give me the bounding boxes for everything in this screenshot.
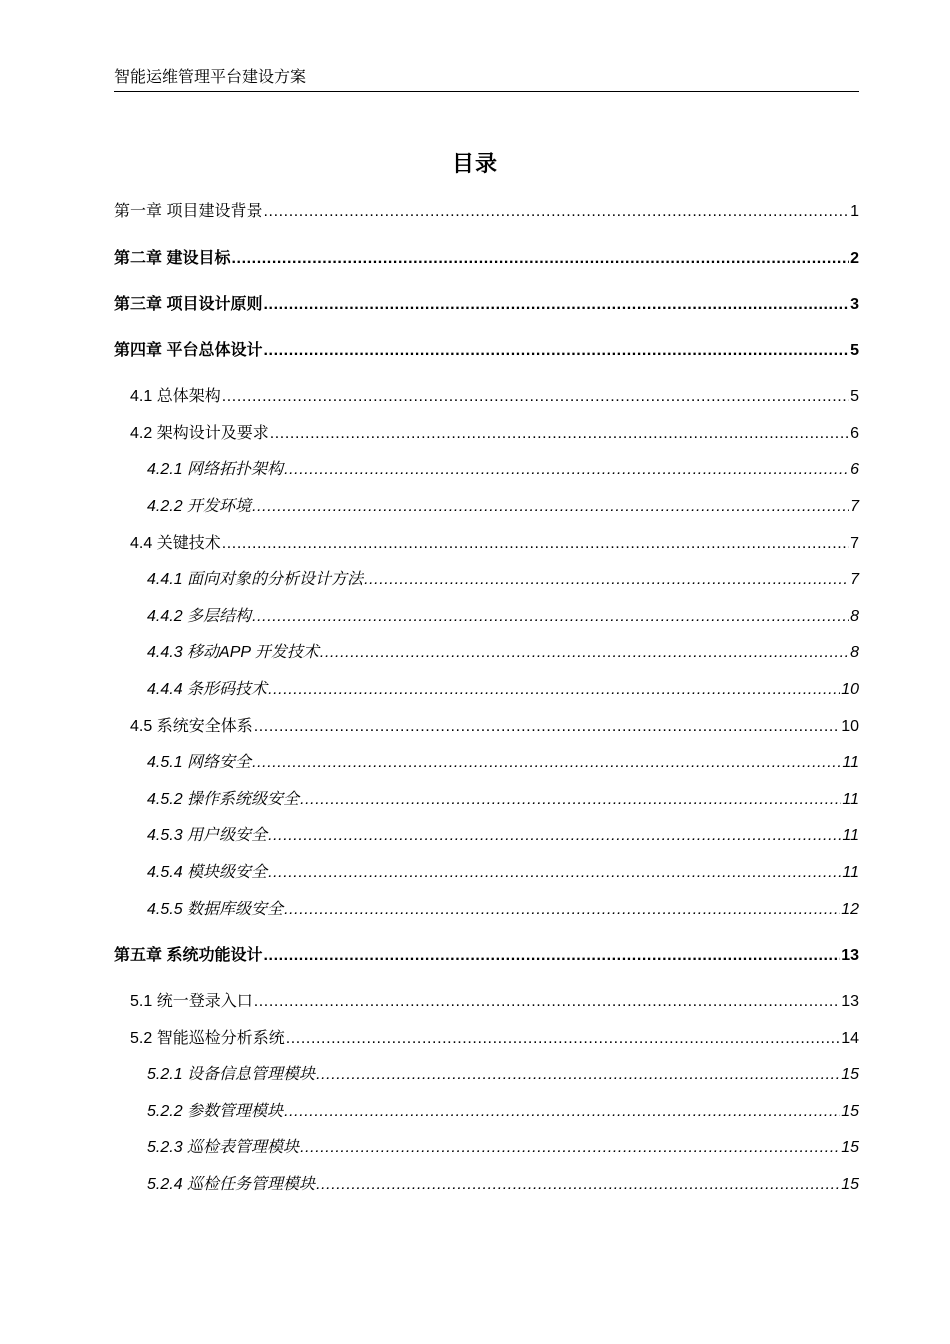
- dot-leader: [284, 1101, 840, 1123]
- toc-entry-label: 5.2.3 巡检表管理模块: [147, 1139, 300, 1156]
- dot-leader: [252, 752, 841, 774]
- toc-page-number: 15: [841, 1139, 859, 1156]
- dot-leader: [316, 1174, 840, 1196]
- toc-entry-label: 4.5.2 操作系统级安全: [147, 791, 300, 808]
- toc-entry[interactable]: [114, 496, 859, 518]
- dot-leader: [231, 248, 849, 270]
- toc-page-number: 12: [841, 901, 859, 918]
- toc-page-number: 15: [841, 1176, 859, 1193]
- toc-entry[interactable]: [114, 340, 859, 362]
- toc-entry[interactable]: [114, 1028, 859, 1050]
- dot-leader: [300, 1137, 840, 1159]
- dot-leader: [284, 899, 840, 921]
- toc-page-number: 2: [850, 250, 859, 267]
- dot-leader: [284, 459, 849, 481]
- dot-leader: [254, 991, 840, 1013]
- toc-entry-label: 4.4.4 条形码技术: [147, 681, 268, 698]
- toc-page-number: 8: [850, 644, 859, 661]
- toc-entry-label: 第三章 项目设计原则: [114, 296, 263, 313]
- toc-entry[interactable]: [114, 1064, 859, 1086]
- toc-title: 目录: [451, 151, 498, 176]
- toc-entry-label: 4.5.1 网络安全: [147, 754, 252, 771]
- toc-entry-label: 第一章 项目建设背景: [114, 203, 263, 220]
- toc-entry[interactable]: [114, 1101, 859, 1123]
- dot-leader: [263, 340, 849, 362]
- toc-entry[interactable]: [114, 899, 859, 921]
- toc-entry[interactable]: [114, 679, 859, 701]
- dot-leader: [268, 825, 841, 847]
- toc-entry[interactable]: [114, 606, 859, 628]
- toc-entry[interactable]: [114, 1137, 859, 1159]
- toc-entry-label: 5.2.4 巡检任务管理模块: [147, 1176, 316, 1193]
- toc-entry[interactable]: [114, 716, 859, 738]
- toc-entry-label: 4.5.5 数据库级安全: [147, 901, 284, 918]
- toc-page-number: 6: [850, 425, 859, 442]
- toc-entry-label: 4.4.3 移动APP 开发技术: [147, 644, 319, 661]
- toc-entry[interactable]: [114, 386, 859, 408]
- toc-entry-label: 5.2 智能巡检分析系统: [130, 1030, 285, 1047]
- toc-page-number: 7: [850, 535, 859, 552]
- toc-entry-label: 第二章 建设目标: [114, 250, 231, 267]
- toc-page-number: 11: [842, 864, 859, 881]
- toc-entry-label: 4.5 系统安全体系: [130, 718, 253, 735]
- toc-entry-label: 第四章 平台总体设计: [114, 342, 263, 359]
- toc-page-number: 10: [841, 718, 859, 735]
- toc-page-number: 15: [841, 1066, 859, 1083]
- toc-page-number: 11: [842, 754, 859, 771]
- toc-entry[interactable]: [114, 569, 859, 591]
- toc-page-number: 10: [841, 681, 859, 698]
- toc-page-number: 13: [841, 947, 859, 964]
- toc-entry-label: 4.5.3 用户级安全: [147, 827, 268, 844]
- toc-entry-label: 4.2 架构设计及要求: [130, 425, 269, 442]
- dot-leader: [222, 533, 849, 555]
- toc-entry[interactable]: [114, 201, 859, 223]
- dot-leader: [268, 679, 840, 701]
- toc-page-number: 1: [850, 203, 859, 220]
- toc-entry[interactable]: [114, 752, 859, 774]
- toc-entry[interactable]: [114, 789, 859, 811]
- page-header: 智能运维管理平台建设方案: [114, 67, 859, 92]
- toc-entry[interactable]: [114, 991, 859, 1013]
- dot-leader: [300, 789, 841, 811]
- toc-entry-label: 4.4 关键技术: [130, 535, 221, 552]
- toc-page-number: 5: [850, 388, 859, 405]
- toc-page-number: 7: [850, 571, 859, 588]
- dot-leader: [263, 294, 849, 316]
- toc-entry[interactable]: [114, 862, 859, 884]
- toc-page-number: 15: [841, 1103, 859, 1120]
- toc-entry[interactable]: [114, 423, 859, 445]
- toc-entry[interactable]: [114, 248, 859, 270]
- toc-entry[interactable]: [114, 945, 859, 967]
- toc-entry[interactable]: [114, 642, 859, 664]
- toc-entry-label: 4.5.4 模块级安全: [147, 864, 268, 881]
- toc-entry-label: 4.2.2 开发环境: [147, 498, 252, 515]
- toc-entry-label: 4.1 总体架构: [130, 388, 221, 405]
- toc-entry-label: 5.2.1 设备信息管理模块: [147, 1066, 316, 1083]
- toc-page-number: 11: [842, 791, 859, 808]
- toc-entry-label: 4.4.2 多层结构: [147, 608, 252, 625]
- dot-leader: [252, 606, 849, 628]
- toc-page-number: 5: [850, 342, 859, 359]
- toc-page-number: 7: [850, 498, 859, 515]
- toc-page-number: 8: [850, 608, 859, 625]
- toc-page-number: 13: [841, 993, 859, 1010]
- toc-entry[interactable]: [114, 294, 859, 316]
- dot-leader: [254, 716, 840, 738]
- toc-page-number: 11: [842, 827, 859, 844]
- toc-page-number: 3: [850, 296, 859, 313]
- dot-leader: [364, 569, 849, 591]
- dot-leader: [222, 386, 849, 408]
- dot-leader: [320, 642, 849, 664]
- toc-entry[interactable]: [114, 459, 859, 481]
- toc-entry[interactable]: [114, 533, 859, 555]
- toc-entry-label: 4.4.1 面向对象的分析设计方法: [147, 571, 364, 588]
- dot-leader: [268, 862, 841, 884]
- toc-entry[interactable]: [114, 1174, 859, 1196]
- dot-leader: [316, 1064, 840, 1086]
- dot-leader: [286, 1028, 840, 1050]
- dot-leader: [270, 423, 849, 445]
- toc-page-number: 6: [850, 461, 859, 478]
- toc-entry-label: 4.2.1 网络拓扑架构: [147, 461, 284, 478]
- dot-leader: [263, 945, 840, 967]
- toc-entry-label: 5.1 统一登录入口: [130, 993, 253, 1010]
- toc-page-number: 14: [841, 1030, 859, 1047]
- toc-entry-label: 第五章 系统功能设计: [114, 947, 263, 964]
- dot-leader: [252, 496, 849, 518]
- dot-leader: [263, 201, 849, 223]
- toc-entry[interactable]: [114, 825, 859, 847]
- toc-entry-label: 5.2.2 参数管理模块: [147, 1103, 284, 1120]
